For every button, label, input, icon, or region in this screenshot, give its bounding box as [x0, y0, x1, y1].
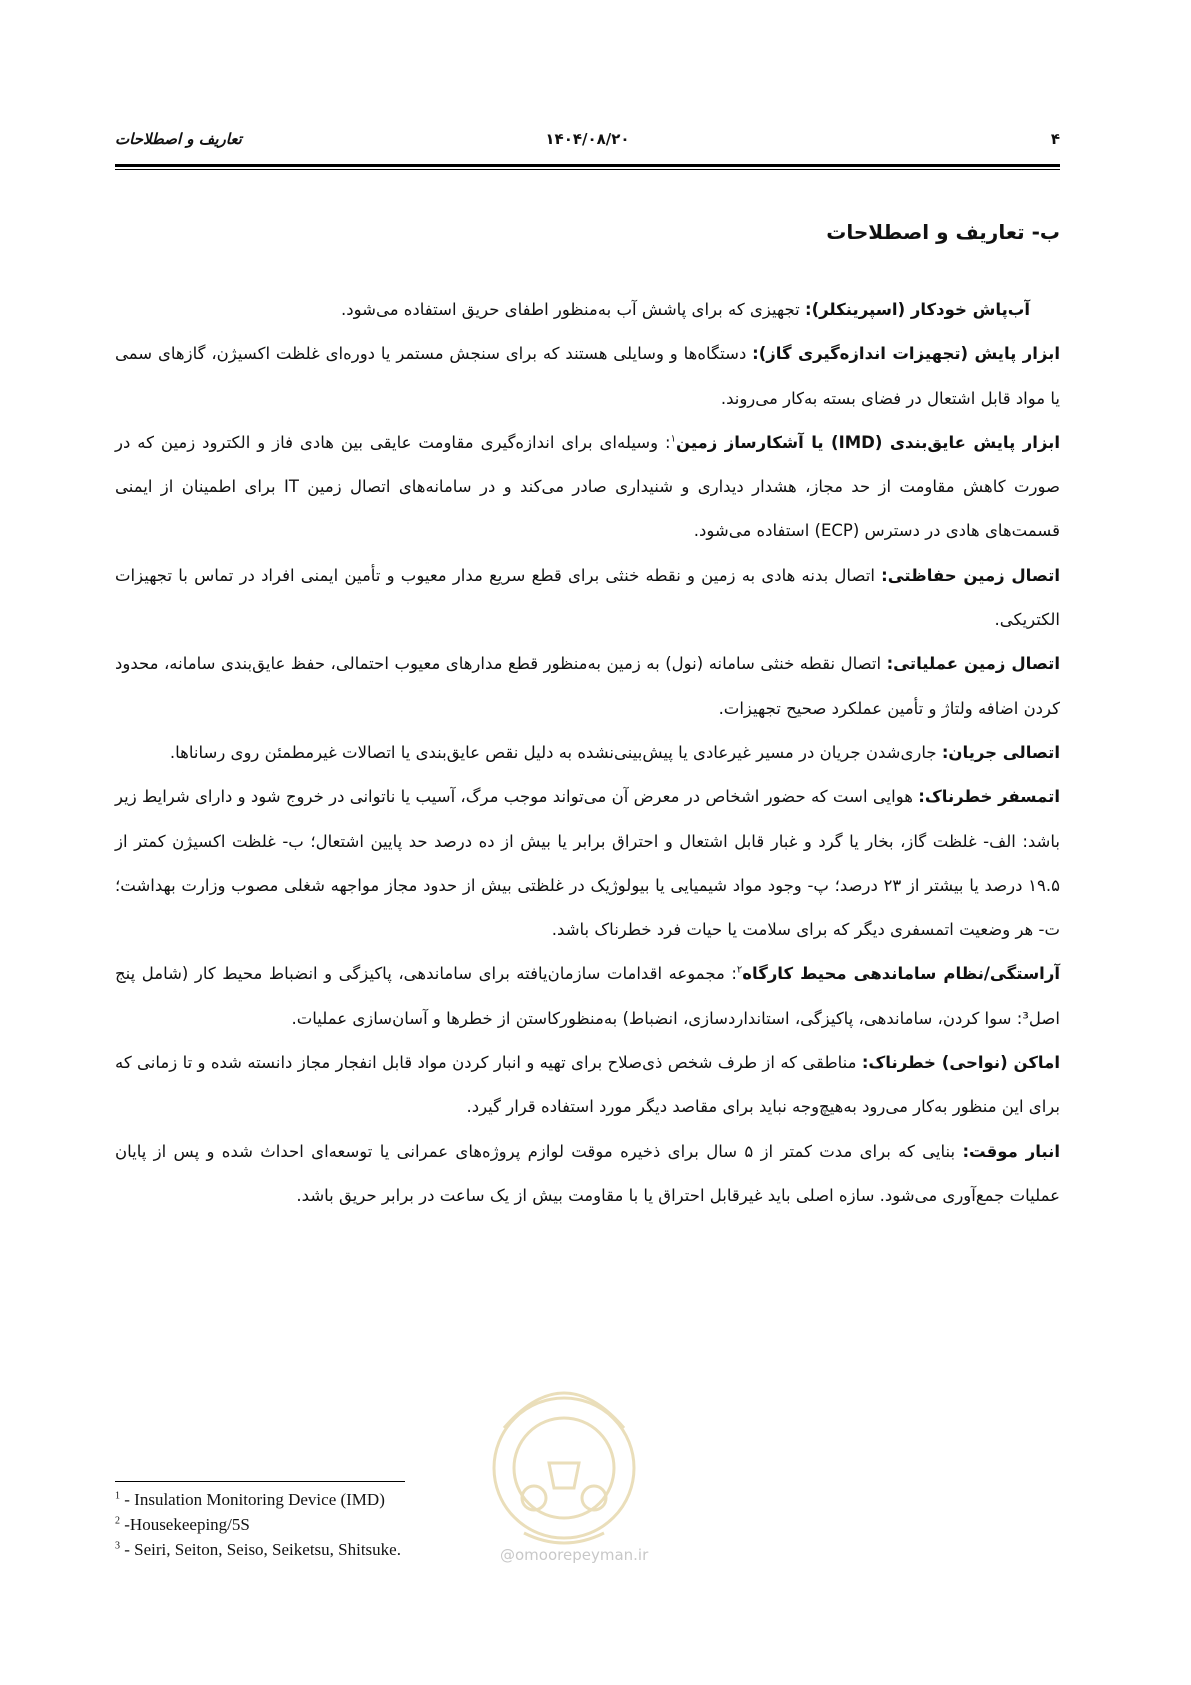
definition-paragraph — [115, 1130, 1060, 1219]
header-date: ۱۴۰۴/۰۸/۲۰ — [545, 130, 630, 148]
definition-term: انبار موقت: — [962, 1141, 1060, 1161]
footnote-text: -Housekeeping/5S — [120, 1515, 250, 1534]
definition-term: اماکن (نواحی) خطرناک: — [861, 1053, 1060, 1073]
definition-text: اتصال بدنه هادی به زمین و نقطه خنثی برای قطع سریع مدار معیوب و تأمین ایمنی افراد در تماس با تجهیزات الکتریکی. — [115, 565, 1060, 630]
footnote-number: 1 — [115, 1490, 120, 1502]
footnote-text: - Insulation Monitoring Device (IMD) — [120, 1490, 385, 1509]
definition-term: آب‌پاش خودکار (اسپرینکلر): — [805, 300, 1030, 319]
footnote-number: 3 — [115, 1540, 120, 1552]
header-rule-thin — [115, 169, 1060, 170]
definition-text: مناطقی که از طرف شخص ذی‌صلاح برای تهیه و انبار کردن مواد قابل انفجار مجاز دانسته شده و تا زمانی که برای این منظور به‌کار می‌رود به‌هیچ‌وجه نباید برای مقاصد دیگر مورد استفاده قرار گیرد. — [115, 1053, 1060, 1117]
definition-text: بنایی که برای مدت کمتر از ۵ سال برای ذخیره موقت لوازم پروژه‌های عمرانی یا توسعه‌ای احداث شده و پس از پایان عملیات جمع‌آوری می‌شود. سازه اصلی باید غیرقابل احتراق یا با مقاومت بیش از یک ساعت در برابر حریق باشد. — [115, 1141, 1060, 1205]
footnotes — [115, 1487, 615, 1562]
definition-paragraph — [115, 332, 1060, 421]
footnote-ref: ۲ — [736, 964, 743, 976]
definition-paragraph — [115, 421, 1060, 554]
definition-term: ابزار پایش (تجهیزات اندازه‌گیری گاز): — [752, 344, 1060, 364]
definition-term: اتصالی جریان: — [941, 742, 1060, 762]
definition-paragraph — [115, 288, 1060, 332]
definition-term: آراستگی/نظام ساماندهی محیط کارگاه — [742, 964, 1060, 984]
section-title: ب- تعاریف و اصطلاحات — [826, 220, 1060, 244]
footnote — [115, 1537, 615, 1562]
definition-term: اتصال زمین حفاظتی: — [881, 565, 1060, 585]
page-header — [115, 130, 1060, 150]
definition-paragraph — [115, 1041, 1060, 1130]
footnote-text: - Seiri, Seiton, Seiso, Seiketsu, Shitsuke. — [120, 1540, 401, 1559]
footnote — [115, 1487, 615, 1512]
footnote-separator — [115, 1481, 405, 1482]
definition-text: تجهیزی که برای پاشش آب به‌منظور اطفای حریق استفاده می‌شود. — [341, 300, 806, 319]
definition-text: اتصال نقطه خنثی سامانه (نول) به زمین به‌منظور قطع مدارهای معیوب احتمالی، حفظ عایق‌بندی سامانه، محدود کردن اضافه ولتاژ و تأمین عملکرد صحیح تجهیزات. — [115, 654, 1060, 718]
definition-paragraph — [115, 642, 1060, 731]
footnote — [115, 1512, 615, 1537]
footnote-ref: ۱ — [670, 433, 676, 445]
definition-text: جاری‌شدن جریان در مسیر غیرعادی یا پیش‌بینی‌نشده به دلیل نقص عایق‌بندی یا اتصالات غیرمطمئن روی رساناها. — [169, 742, 942, 762]
watermark-text: @omoorepeyman.ir — [500, 1546, 649, 1564]
definition-text: دستگاه‌ها و وسایلی هستند که برای سنجش مستمر یا دوره‌ای غلظت اکسیژن، گازهای سمی یا مواد قابل اشتعال در فضای بسته به‌کار می‌روند. — [115, 344, 1060, 408]
definition-text: : مجموعه اقدامات سازمان‌یافته برای ساماندهی، پاکیزگی و انضباط محیط کار (شامل پنج اصل³: سوا کردن، ساماندهی، پاکیزگی، استانداردسازی، انضباط) به‌منظورکاستن از خطرها و آسان‌سازی عملیات. — [115, 964, 1060, 1028]
definition-paragraph — [115, 952, 1060, 1041]
definition-text: هوایی است که حضور اشخاص در معرض آن می‌تواند موجب مرگ، آسیب یا ناتوانی در خروج شود و دارای شرایط زیر باشد: الف- غلظت گاز، بخار یا گرد و غبار قابل اشتعال و احتراق برابر یا بیش از ده درصد حد پایین اشتعال؛ ب- غلظت اکسیژن کمتر از ۱۹.۵ درصد یا بیشتر از ۲۳ درصد؛ پ- وجود مواد شیمیایی یا بیولوژیک در غلظتی بیش از حدود مجاز مواجهه شغلی مصوب وزارت بهداشت؛ ت- هر وضعیت اتمسفری دیگر که برای سلامت یا حیات فرد خطرناک باشد. — [115, 787, 1060, 940]
footnote-number: 2 — [115, 1515, 120, 1527]
running-title: تعاریف و اصطلاحات — [115, 130, 242, 148]
header-rule-thick — [115, 164, 1060, 167]
definition-term: اتصال زمین عملیاتی: — [886, 654, 1060, 674]
definition-term: ابزار پایش عایق‌بندی (IMD) یا آشکارساز زمین — [675, 432, 1060, 452]
definition-text: : وسیله‌ای برای اندازه‌گیری مقاومت عایقی بین هادی فاز و الکترود زمین که در صورت کاهش مقاومت از حد مجاز، هشدار دیداری و شنیداری صادر می‌کند و در سامانه‌های اتصال زمین IT برای اطمینان از ایمنی قسمت‌های هادی در دسترس (ECP) استفاده می‌شود. — [115, 432, 1060, 541]
definition-term: اتمسفر خطرناک: — [918, 787, 1061, 807]
page-number: ۴ — [1050, 130, 1060, 148]
definition-paragraph — [115, 554, 1060, 643]
definition-paragraph — [115, 731, 1060, 775]
definition-paragraph — [115, 775, 1060, 952]
definitions-body — [115, 288, 1060, 1218]
